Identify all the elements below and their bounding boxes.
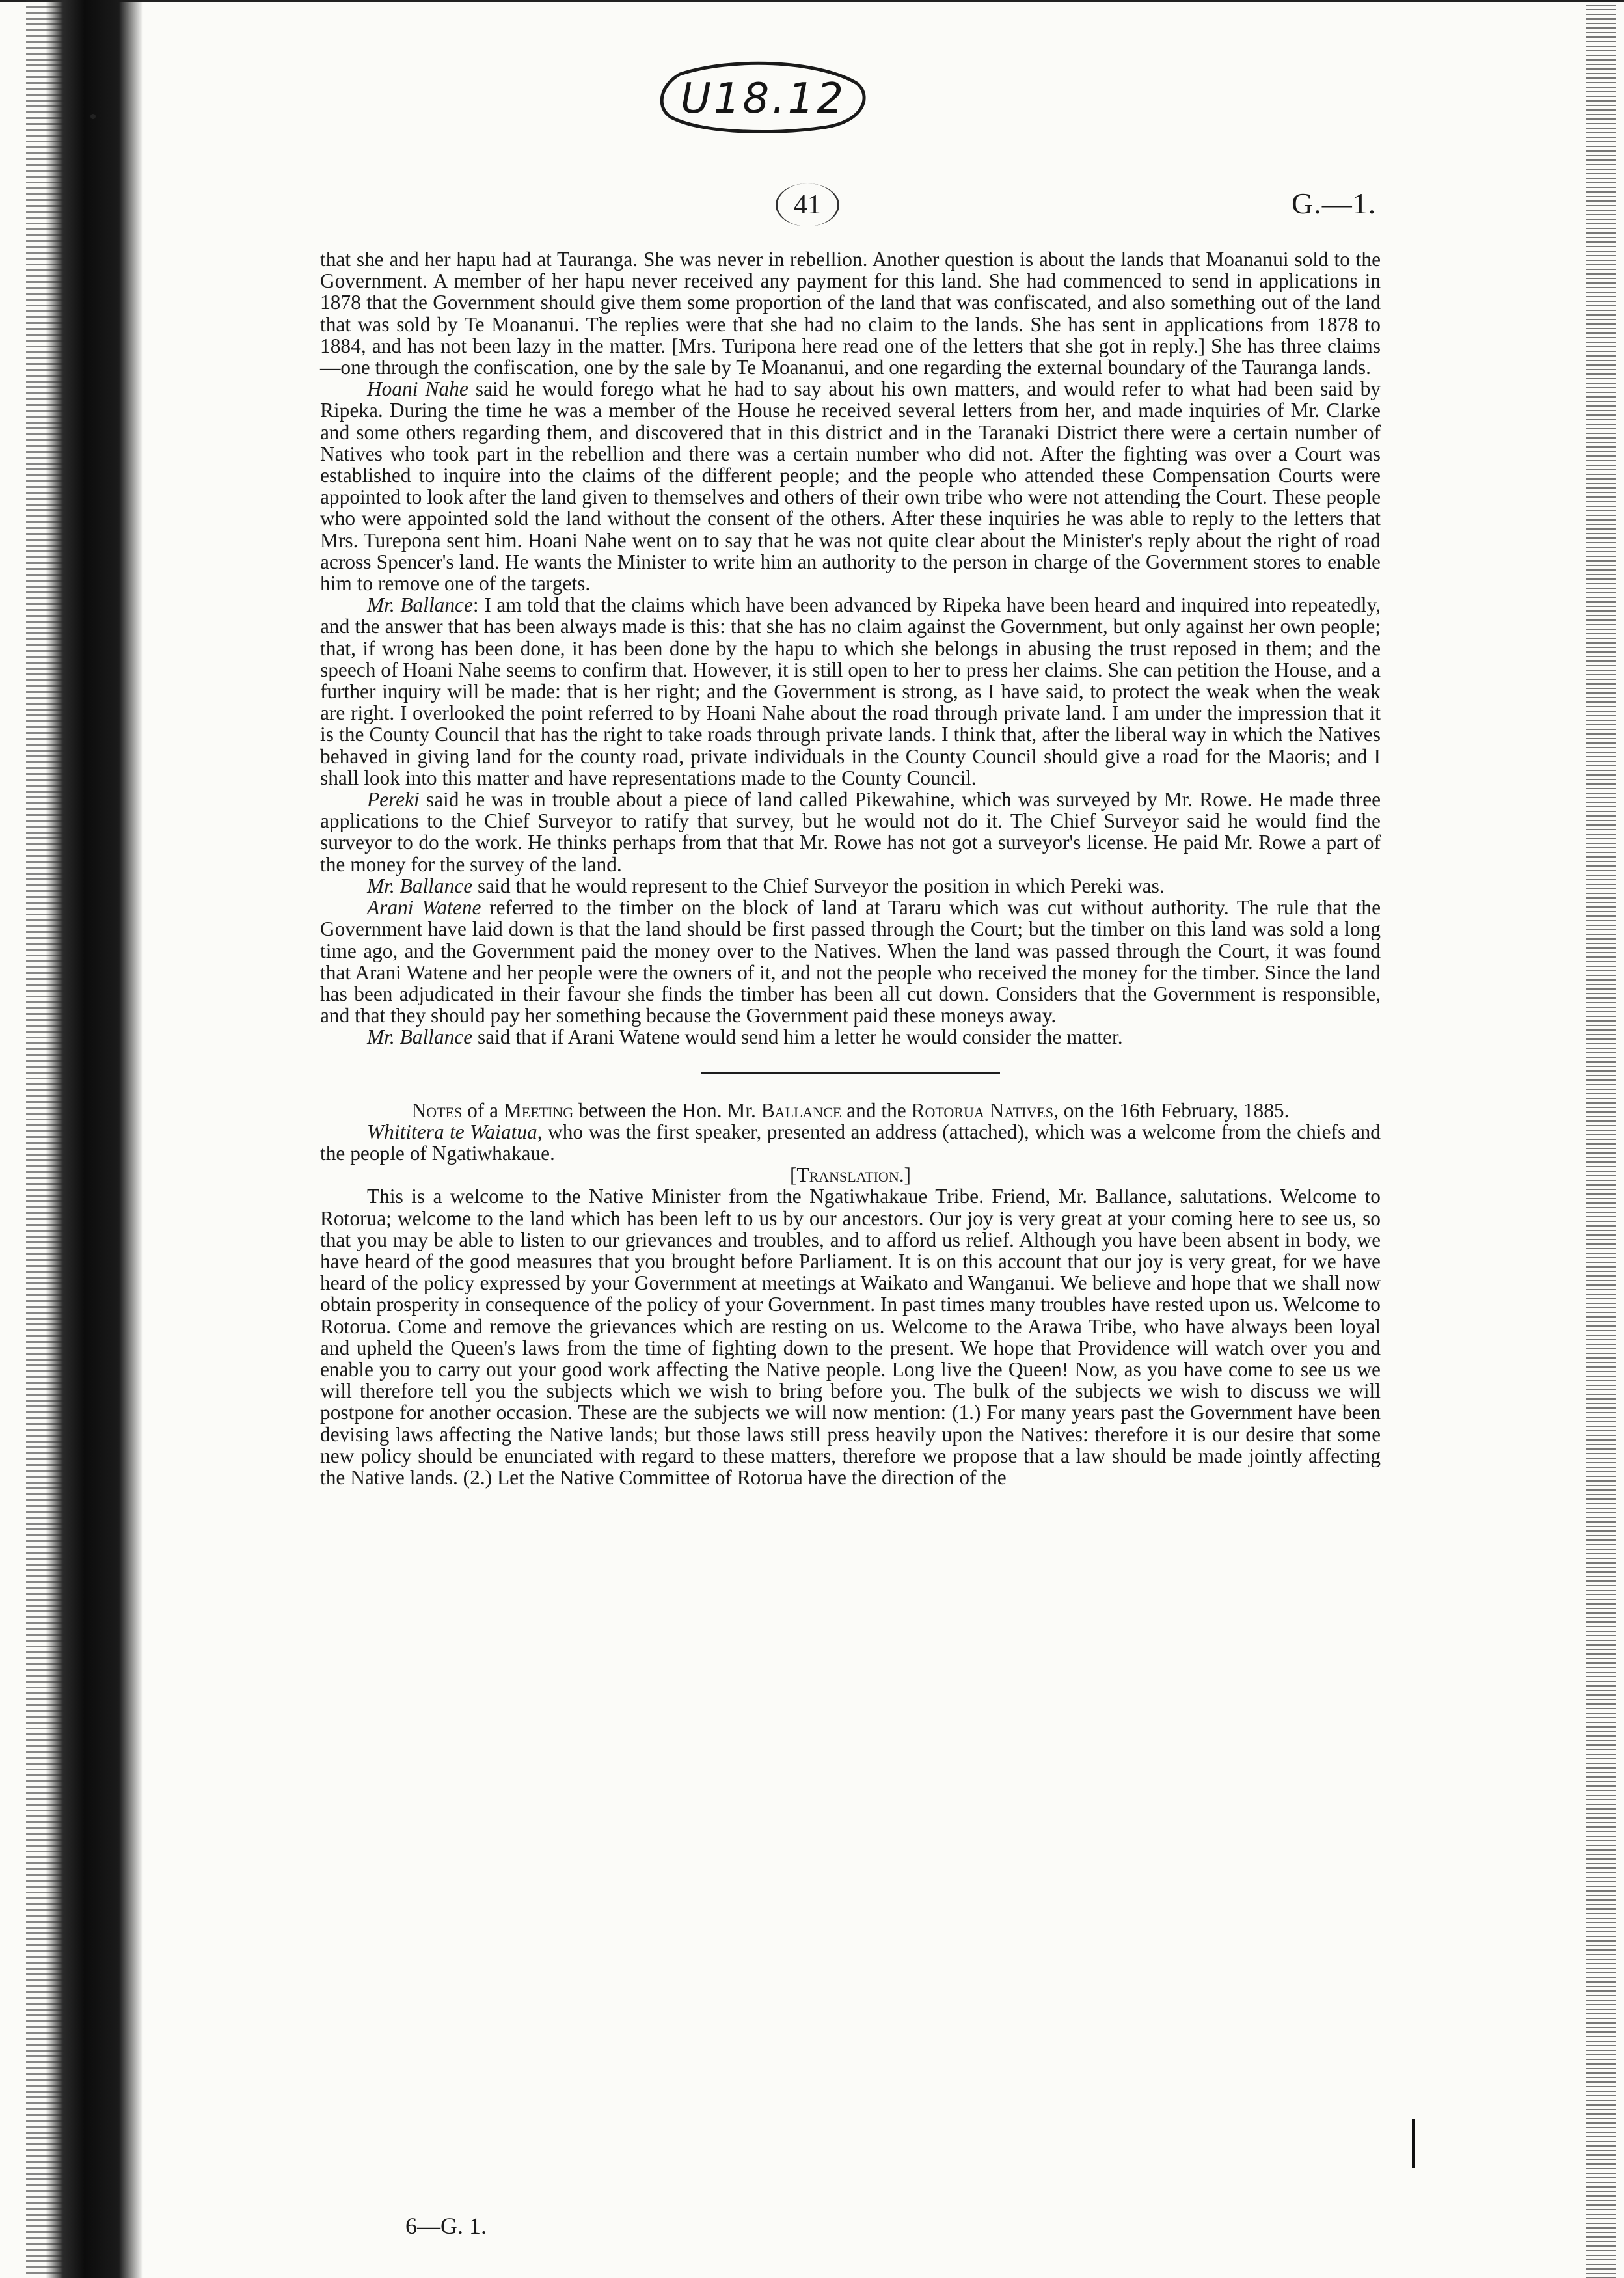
translation-label: [Translation.] [789, 1163, 912, 1187]
paragraph-text: referred to the timber on the block of land at Tararu which was cut without authority. The rule that the Government have laid down is that the land should be first passed through the Court; but the timber on this land was sold a long time ago, and the Government paid the money over to the Natives. When the land was passed through the Court, it was found that Arani Watene and her people were the owners of it, and not the people who received the money for the timber. Since the land has been adjudicated in their favour she finds the timber has been all cut down. Considers that the Government is responsible, and that they should pay her something because the Government paid these moneys away. [320, 896, 1381, 1027]
speaker-name: Arani Watene [367, 896, 481, 919]
speaker-name: Mr. Ballance [367, 874, 473, 897]
scan-speck [90, 114, 96, 119]
archive-reference-text: U18.12 [680, 75, 846, 123]
speaker-name: Mr. Ballance [367, 1025, 473, 1049]
speaker-name: Mr. Ballance [367, 593, 473, 617]
signature-mark: 6—G. 1. [405, 2213, 487, 2239]
paragraph-text: , who was the first speaker, presented an address (attached), which was a welcome from the chiefs and the people of Ngatiwhakaue. [320, 1120, 1381, 1165]
paragraph-whititera [320, 1121, 1381, 1164]
page-number: 41 [776, 183, 839, 226]
paragraph-pereki [320, 789, 1381, 875]
scan-left-edge-shadow [46, 0, 143, 2278]
paragraph-continuation: that she and her hapu had at Tauranga. She was never in rebellion. Another question is about the lands that Moananui sold to the Government. A member of her hapu never received any payment for this land. She had commenced to send in applications in 1878 that the Government should give them some proportion of the land that was confiscated, and also something out of the land that was sold by Te Moananui. The replies were that she had no claim to the lands. She has sent in applications from 1878 to 1884, and has not been lazy in the matter. [Mrs. Turipona here read one of the letters that she got in reply.] She has three claims—one through the confiscation, one by the sale by Te Moananui, and one regarding the external boundary of the Tauranga lands. [320, 248, 1381, 379]
scan-top-border [0, 0, 1624, 2]
margin-mark [1412, 2119, 1415, 2168]
paragraph-ballance-letter [320, 1026, 1381, 1048]
paragraph-text: said he would forego what he had to say about his own matters, and would refer to what had been said by Ripeka. During the time he was a member of the House he received several letters from her, and made inquiries of Mr. Clarke and some others regarding them, and discovered that in this district and in the Taranaki District there were a certain number of Natives who took part in the rebellion and there was a certain number who did not. After the fighting was over a Court was established to inquire into the claims of the different people; and the people who attended these Compensation Courts were appointed to look after the land given to themselves and others of their own tribe who were not attending the Court. These people who were appointed sold the land without the consent of the others. After these inquiries he was able to reply to the letters that Mrs. Turepona sent him. Hoani Nahe went on to say that he was not quite clear about the Minister's reply about the right of road across Spencer's land. He wants the Minister to write him an authority to the person in charge of the Government stores to enable him to remove one of the targets. [320, 377, 1381, 595]
paragraph-welcome-address: This is a welcome to the Native Minister from the Ngatiwhakaue Tribe. Friend, Mr. Ballance, salutations. Welcome to Rotorua; welcome to the land which has been left to us by our ancestors. Our joy is very great at your coming here to see us, so that you may be able to listen to our grievances and troubles, and to afford us relief. Although you have been absent in body, we have heard of the good measures that you brought before Parliament. It is on this account that our joy is very great, for we have heard of the policy expressed by your Government at meetings at Waikato and Wanganui. We believe and hope that we shall now obtain prosperity in consequence of the policy of your Government. In past times many troubles have rested upon us. Welcome to Rotorua. Come and remove the grievances which are resting on us. Welcome to the Arawa Tribe, who have always been loyal and upheld the Queen's laws from the time of fighting down to the present. We hope that Providence will watch over you and enable you to carry out your good work affecting the Native people. Long live the Queen! Now, as you have come to see us we will therefore tell you the subjects which we wish to bring before you. The bulk of the subjects we wish to discuss we will postpone for another occasion. These are the subjects we will now mention: (1.) For many years past the Government have been devising laws affecting the Native lands; but those laws still press heavily upon the Natives: therefore it is our desire that some new policy should be enunciated with regard to these matters, therefore we propose that a law should be made jointly affecting the Native lands. (2.) Let the Native Committee of Rotorua have the direction of the [320, 1185, 1381, 1489]
paragraph-ballance-reply [320, 594, 1381, 789]
document-body [320, 249, 1381, 1488]
meeting-heading: Notes of a Meeting between the Hon. Mr. Ballance and the Rotorua Natives, on the 16th February, 1885. [411, 1098, 1290, 1122]
archive-reference-stamp [654, 60, 873, 138]
paragraph-text: said that he would represent to the Chief Surveyor the position in which Pereki was. [472, 874, 1165, 897]
speaker-name: Whititera te Waiatua [367, 1120, 537, 1143]
paragraph-text: said that if Arani Watene would send him a letter he would consider the matter. [472, 1025, 1123, 1049]
paragraph-text: : I am told that the claims which have been advanced by Ripeka have been heard and inquired into repeatedly, and the answer that has been always made is this: that she has no claim against the Government, but only against her own people; that, if wrong has been done, it has been done by the hapu to which she belongs in abusing the trust reposed in them; and the speech of Hoani Nahe seems to confirm that. However, it is still open to her to press her claims. She can petition the House, and a further inquiry will be made: that is her right; and the Government is strong, as I have said, to protect the weak when the weak are right. I overlooked the point referred to by Hoani Nahe about the road through private land. I am under the impression that it is the County Council that has the right to take roads through private lands. I think that, after the liberal way in which the Natives behaved in giving land for the county road, private individuals in the County Council should give a road for the Maoris; and I shall look into this matter and have representations made to the County Council. [320, 593, 1381, 789]
paragraph-text: said he was in trouble about a piece of land called Pikewahine, which was surveyed by Mr. Rowe. He made three applications to the Chief Surveyor to ratify that survey, but he would not do it. The Chief Surveyor said he would find the surveyor to do the work. He thinks perhaps from that that Mr. Rowe has not got a surveyor's license. He paid Mr. Rowe a part of the money for the survey of the land. [320, 788, 1381, 876]
paragraph-hoani-nahe [320, 378, 1381, 594]
speaker-name: Pereki [367, 788, 420, 811]
document-reference: G.—1. [1292, 187, 1377, 220]
scan-right-edge-shadow [1586, 0, 1616, 2278]
paragraph-arani-watene [320, 897, 1381, 1026]
paragraph-ballance-surveyor [320, 875, 1381, 897]
section-divider [701, 1072, 1000, 1074]
speaker-name: Hoani Nahe [367, 377, 468, 401]
